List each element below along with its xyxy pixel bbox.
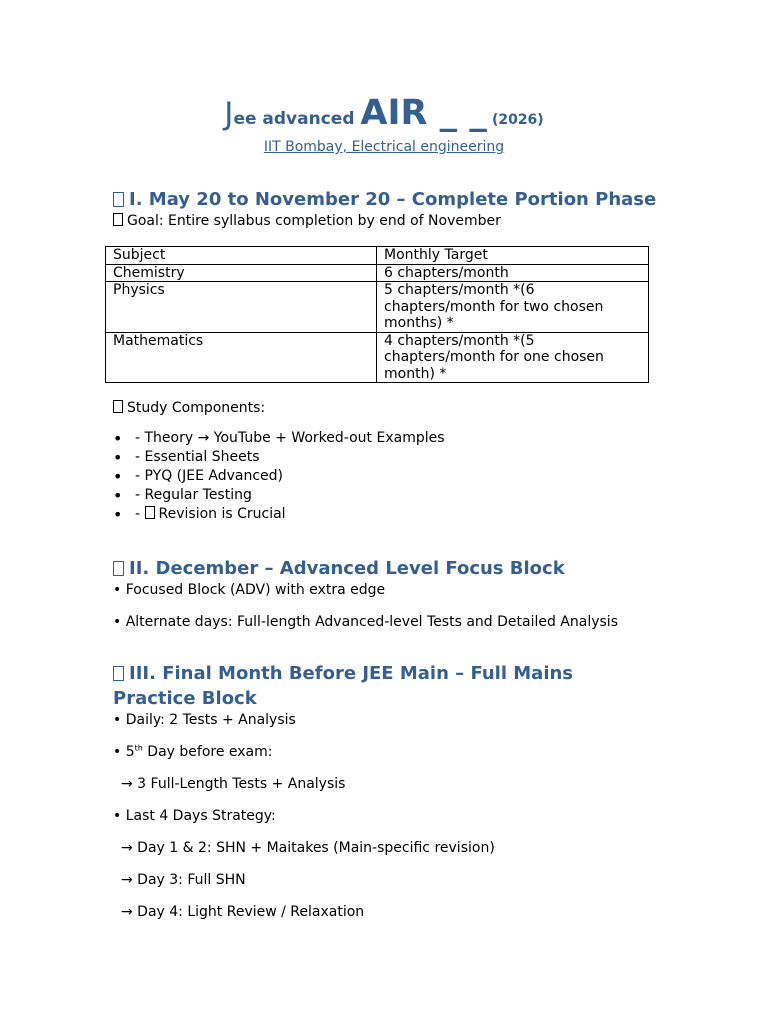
list-item: • Focused Block (ADV) with extra edge <box>113 582 386 598</box>
title-rest: ee advanced <box>233 109 361 129</box>
study-components-list <box>113 429 445 525</box>
table-row <box>106 264 649 282</box>
section-2-heading <box>113 556 658 581</box>
list-item: • - Essential Sheets <box>113 448 260 467</box>
table-header-cell: Subject <box>106 247 377 265</box>
table-row <box>106 282 649 333</box>
box-glyph-icon <box>113 192 124 207</box>
bullet-icon: • <box>113 505 123 524</box>
table-cell-subject: Chemistry <box>106 264 377 282</box>
section-2-heading-text: II. December – Advanced Level Focus Block <box>129 558 565 579</box>
title-year: (2026) <box>491 112 544 128</box>
document-subtitle: IIT Bombay, Electrical engineering <box>263 139 505 155</box>
document-title <box>0 93 768 133</box>
list-item: • - Regular Testing <box>113 486 252 505</box>
table-header-cell: Monthly Target <box>377 247 649 265</box>
section-3-heading-text: III. Final Month Before JEE Main – Full Mains Practice Block <box>113 663 574 709</box>
table-cell-target: 6 chapters/month <box>377 264 649 282</box>
list-item: → Day 4: Light Review / Relaxation <box>121 904 365 920</box>
list-item: → Day 1 & 2: SHN + Maitakes (Main-specific revision) <box>121 840 495 856</box>
list-item: → Day 3: Full SHN <box>121 872 246 888</box>
list-item: • - Revision is Crucial <box>113 505 286 524</box>
goal-line <box>113 213 501 230</box>
bullet-icon: • <box>113 429 123 448</box>
list-item: • Daily: 2 Tests + Analysis <box>113 712 296 728</box>
monthly-target-table <box>105 246 649 383</box>
box-glyph-icon <box>145 506 155 519</box>
table-cell-target: 4 chapters/month *(5 chapters/month for one chosen month) * <box>377 332 649 383</box>
goal-text: Goal: Entire syllabus completion by end of November <box>127 213 501 229</box>
list-item: • - PYQ (JEE Advanced) <box>113 467 284 486</box>
table-cell-subject: Mathematics <box>106 332 377 383</box>
section-3-heading <box>113 661 658 711</box>
box-glyph-icon <box>113 561 124 576</box>
box-glyph-icon <box>113 213 123 226</box>
title-air: AIR _ _ <box>360 93 487 133</box>
study-components-text: Study Components: <box>127 400 266 416</box>
table-header-row <box>106 247 649 265</box>
bullet-icon: • <box>113 448 123 467</box>
box-glyph-icon <box>113 400 123 413</box>
section-1-heading-text: I. May 20 to November 20 – Complete Portion Phase <box>129 189 657 210</box>
bullet-icon: • <box>113 467 123 486</box>
table-cell-target: 5 chapters/month *(6 chapters/month for two chosen months) * <box>377 282 649 333</box>
list-item: → 3 Full-Length Tests + Analysis <box>121 776 346 792</box>
list-item: • Last 4 Days Strategy: <box>113 808 276 824</box>
study-components-label <box>113 400 265 417</box>
table-cell-subject: Physics <box>106 282 377 333</box>
list-item: • Alternate days: Full-length Advanced-level Tests and Detailed Analysis <box>113 614 618 630</box>
title-initial: J <box>224 96 234 132</box>
section-1-heading <box>113 187 658 212</box>
list-item: • - Theory → YouTube + Worked-out Examples <box>113 429 445 448</box>
table-row <box>106 332 649 383</box>
list-item: • 5th Day before exam: <box>113 743 273 760</box>
bullet-icon: • <box>113 486 123 505</box>
box-glyph-icon <box>113 666 124 681</box>
